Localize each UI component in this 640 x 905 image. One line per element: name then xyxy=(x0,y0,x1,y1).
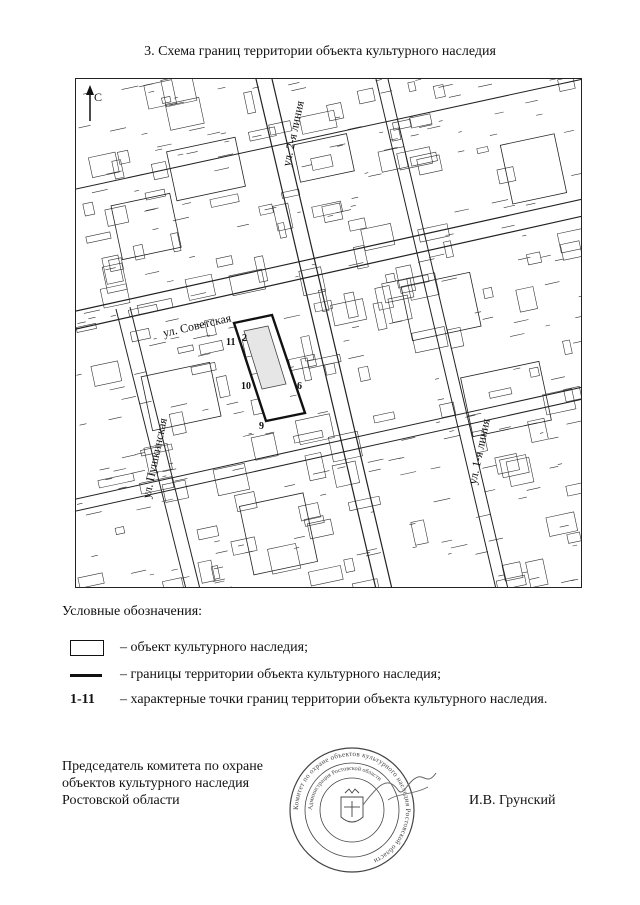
legend-item-boundary xyxy=(62,665,441,685)
legend-box-symbol xyxy=(70,640,104,656)
handwritten-signature xyxy=(358,765,448,815)
street-label-sovetskaya: ул. Советская xyxy=(161,310,233,340)
point-label-2: 2 xyxy=(242,333,247,344)
point-label-6: 6 xyxy=(297,381,302,392)
north-arrow-icon xyxy=(86,85,102,121)
legend-text-points: – характерные точки границ территории объекта культурного наследия. xyxy=(120,692,548,707)
seal-inner-text: Администрация Ростовской области xyxy=(307,765,383,811)
signature-position xyxy=(62,758,263,809)
position-line-1: Председатель комитета по охране xyxy=(62,759,263,774)
legend-item-object xyxy=(62,638,308,658)
seal-outer-text: Комитет по охране объектов культурного наследия Ростовской области xyxy=(291,749,413,866)
legend-line-symbol xyxy=(70,674,102,677)
cadastral-map xyxy=(75,78,582,588)
legend-code-symbol: 1-11 xyxy=(70,692,95,707)
legend-text-boundary: – границы территории объекта культурного наследия; xyxy=(120,667,441,682)
street-label-2-liniya: ул. 2-я линия xyxy=(279,99,307,168)
street-label-1-liniya: ул. 1-я линия xyxy=(465,417,493,486)
position-line-3: Ростовской области xyxy=(62,793,180,808)
heritage-territory-boundary xyxy=(234,315,305,421)
north-label: С xyxy=(94,90,103,104)
position-line-2: объектов культурного наследия xyxy=(62,776,250,791)
street-label-pushkinskaya: ул. Пушкинская xyxy=(139,416,170,500)
point-label-11: 11 xyxy=(226,337,236,348)
document-title: 3. Схема границ территории объекта культурного наследия xyxy=(144,44,496,59)
streets xyxy=(76,79,582,588)
point-label-10: 10 xyxy=(241,381,251,392)
map-background-texture xyxy=(76,79,582,588)
legend-item-points xyxy=(62,690,547,710)
legend-text-object: – объект культурного наследия; xyxy=(120,640,308,655)
point-label-9: 9 xyxy=(259,421,264,432)
legend-heading: Условные обозначения: xyxy=(62,604,203,619)
signer-name: И.В. Грунский xyxy=(469,793,556,808)
